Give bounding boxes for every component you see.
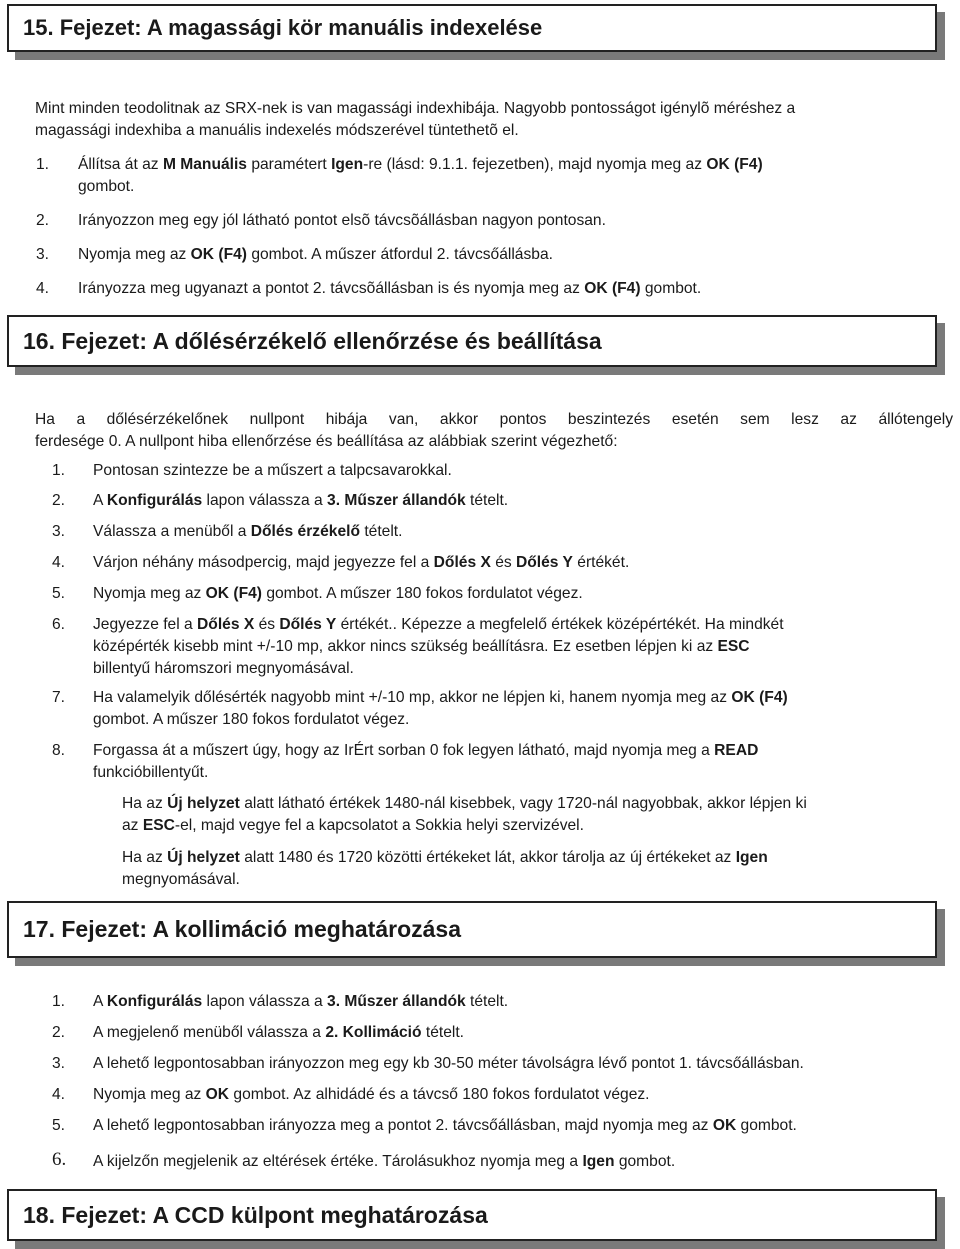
chapter-18-title: 18. Fejezet: A CCD külpont meghatározása [23, 1201, 488, 1228]
ch15-step-1: 1. Állítsa át az M Manuális paramétert Igen-re (lásd: 9.1.1. fejezetben), majd nyomja meg az OK (F4) gombot. [36, 156, 763, 195]
ch16-step-4: 4. Várjon néhány másodpercig, majd jegyezze fel a Dőlés X és Dőlés Y értékét. [52, 554, 630, 571]
ch17-step-5: 5. A lehető legpontosabban irányozza meg a pontot 2. távcsőállásban, majd nyomja meg az OK gombot. [52, 1117, 797, 1134]
ch17-step-3: 3. A lehető legpontosabban irányozzon meg egy kb 30-50 méter távolságra lévő pontot 1. távcsőállásban. [52, 1055, 804, 1072]
ch16-step-5: 5. Nyomja meg az OK (F4) gombot. A műszer 180 fokos fordulatot végez. [52, 585, 583, 602]
ch15-step-4: 4. Irányozza meg ugyanazt a pontot 2. távcsõállásban is és nyomja meg az OK (F4) gombot. [36, 280, 702, 297]
chapter-15-intro: Mint minden teodolitnak az SRX-nek is van magassági indexhibája. Nagyobb pontosságot igénylõ méréshez a magassági indexhiba a manuális indexelés módszerével tüntethetõ el. [35, 100, 796, 139]
ch16-step-6: 6. Jegyezze fel a Dőlés X és Dőlés Y értékét.. Képezze a megfelelő értékek középértékét. Ha mindkét középérték kisebb mint +/-10 mp, akkor nincs szükség beállításra. Ez esetben lépjen ki az ESC billentyű háromszori megnyomásával. [52, 616, 784, 677]
ch17-step-1: 1. A Konfigurálás lapon válassza a 3. Műszer állandók tételt. [52, 993, 509, 1010]
chapter-16-heading [7, 315, 937, 367]
ch15-step-3: 3. Nyomja meg az OK (F4) gombot. A műszer átfordul 2. távcsőállásba. [36, 246, 553, 263]
ch17-step-6: 6. A kijelzőn megjelenik az eltérések értéke. Tárolásukhoz nyomja meg a Igen gombot. [52, 1149, 676, 1170]
chapter-17-title: 17. Fejezet: A kollimáció meghatározása [23, 916, 462, 942]
chapter-17-heading [7, 901, 937, 958]
chapter-16-title: 16. Fejezet: A dőlésérzékelő ellenőrzése és beállítása [23, 327, 602, 354]
ch16-step-3: 3. Válassza a menüből a Dőlés érzékelő tételt. [52, 523, 403, 540]
ch16-step-2: 2. A Konfigurálás lapon válassza a 3. Műszer állandók tételt. [52, 492, 509, 509]
ch16-step-7: 7. Ha valamelyik dőlésérték nagyobb mint +/-10 mp, akkor ne lépjen ki, hanem nyomja meg az OK (F4) gombot. A műszer 180 fokos fordulatot végez. [52, 689, 788, 728]
ch17-step-2: 2. A megjelenő menüből válassza a 2. Kollimáció tételt. [52, 1024, 465, 1041]
ch16-step-8: 8. Forgassa át a műszert úgy, hogy az IrÉrt sorban 0 fok legyen látható, majd nyomja meg a READ funkcióbillentyűt. [52, 742, 759, 781]
chapter-18-heading [7, 1189, 937, 1241]
ch17-step-4: 4. Nyomja meg az OK gombot. Az alhidádé és a távcső 180 fokos fordulatot végez. [52, 1086, 650, 1103]
ch16-note-1: Ha az Új helyzet alatt látható értékek 1480-nál kisebbek, vagy 1720-nál nagyobbak, akkor lépjen ki az ESC-el, majd vegye fel a kapcsolatot a Sokkia helyi szervizével. [122, 795, 807, 834]
chapter-15-heading [7, 4, 937, 52]
chapter-16-intro: Ha a dőlésérzékelőnek nullpont hibája van, akkor pontos beszintezés esetén sem lesz az állótengely ferdesége 0. A nullpont hiba ellenőrzése és beállítása az alábbiak szerint végezhető: [35, 411, 953, 450]
ch16-step-1: 1. Pontosan szintezze be a műszert a talpcsavarokkal. [52, 462, 452, 479]
ch15-step-2: 2. Irányozzon meg egy jól látható pontot elsõ távcsõállásban nagyon pontosan. [36, 212, 606, 229]
ch16-note-2: Ha az Új helyzet alatt 1480 és 1720 közötti értékeket lát, akkor tárolja az új értékeket az Igen megnyomásával. [122, 849, 768, 888]
chapter-15-title: 15. Fejezet: A magassági kör manuális indexelése [23, 15, 543, 40]
